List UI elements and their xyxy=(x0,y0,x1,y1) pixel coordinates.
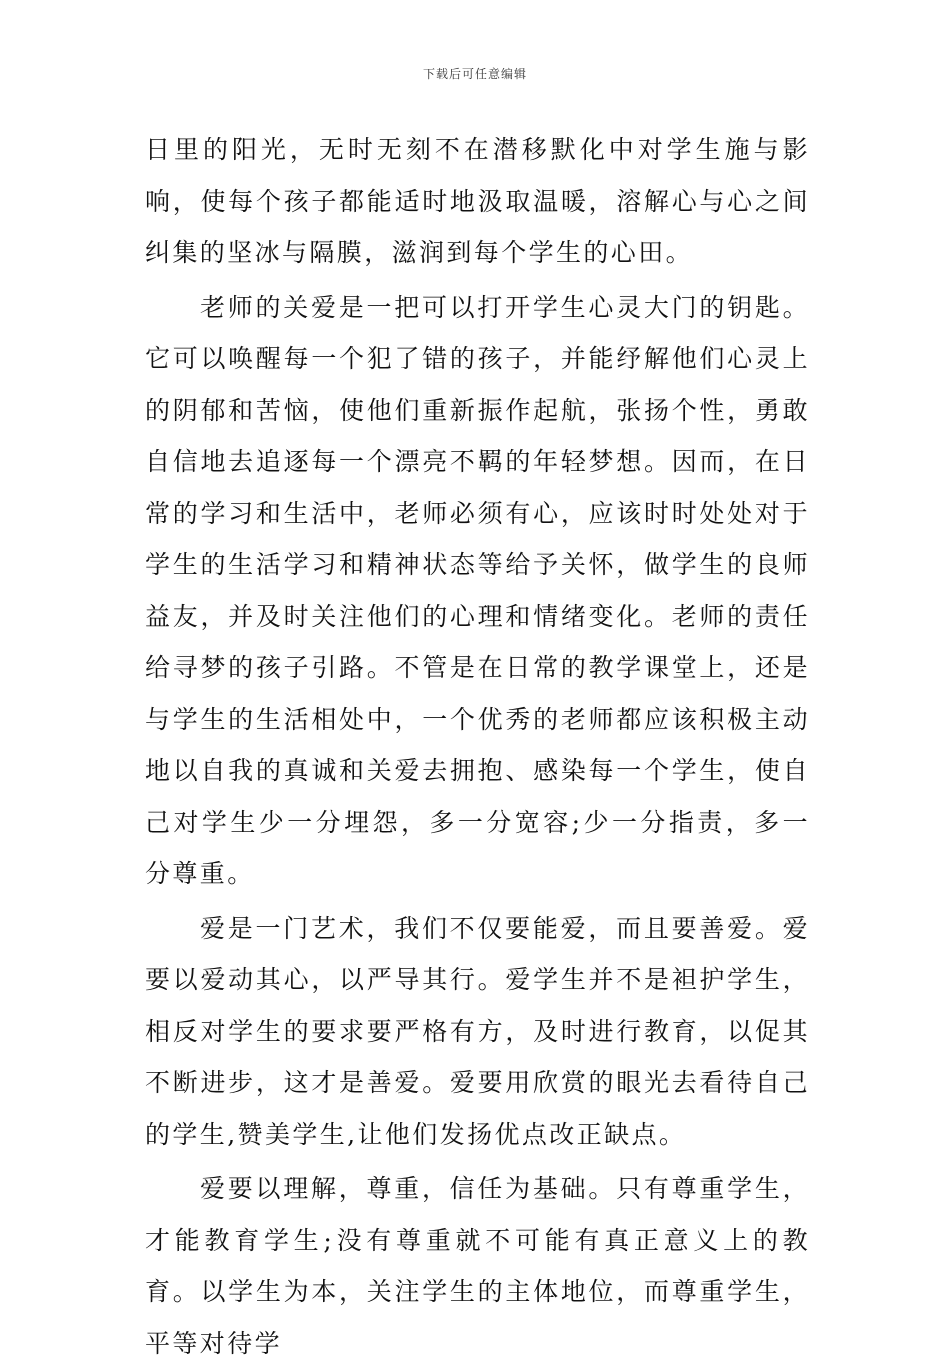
paragraph-1: 日里的阳光，无时无刻不在潜移默化中对学生施与影响，使每个孩子都能适时地汲取温暖，溶解心与心之间纠集的坚冰与隔膜，滋润到每个学生的心田。 xyxy=(145,135,810,267)
document-body xyxy=(145,124,810,1372)
page-header: 下载后可任意编辑 xyxy=(422,67,527,81)
paragraph-3: 爱是一门艺术，我们不仅要能爱，而且要善爱。爱要以爱动其心，以严导其行。爱学生并不是袒护学生，相反对学生的要求要严格有方，及时进行教育，以促其不断进步，这才是善爱。爱要用欣赏的眼光去看待自己的学生,赞美学生,让他们发扬优点改正缺点。 xyxy=(145,913,810,1149)
paragraph-4: 爱要以理解，尊重，信任为基础。只有尊重学生，才能教育学生;没有尊重就不可能有真正意义上的教育。以学生为本，关注学生的主体地位，而尊重学生，平等对待学 xyxy=(145,1174,810,1358)
paragraph-2: 老师的关爱是一把可以打开学生心灵大门的钥匙。它可以唤醒每一个犯了错的孩子，并能纾解他们心灵上的阴郁和苦恼，使他们重新振作起航，张扬个性，勇敢自信地去追逐每一个漂亮不羁的年轻梦想。因而，在日常的学习和生活中，老师必须有心，应该时时处处对于学生的生活学习和精神状态等给予关怀，做学生的良师益友，并及时关注他们的心理和情绪变化。老师的责任给寻梦的孩子引路。不管是在日常的教学课堂上，还是与学生的生活相处中，一个优秀的老师都应该积极主动地以自我的真诚和关爱去拥抱、感染每一个学生，使自己对学生少一分埋怨，多一分宽容;少一分指责，多一分尊重。 xyxy=(145,292,810,888)
